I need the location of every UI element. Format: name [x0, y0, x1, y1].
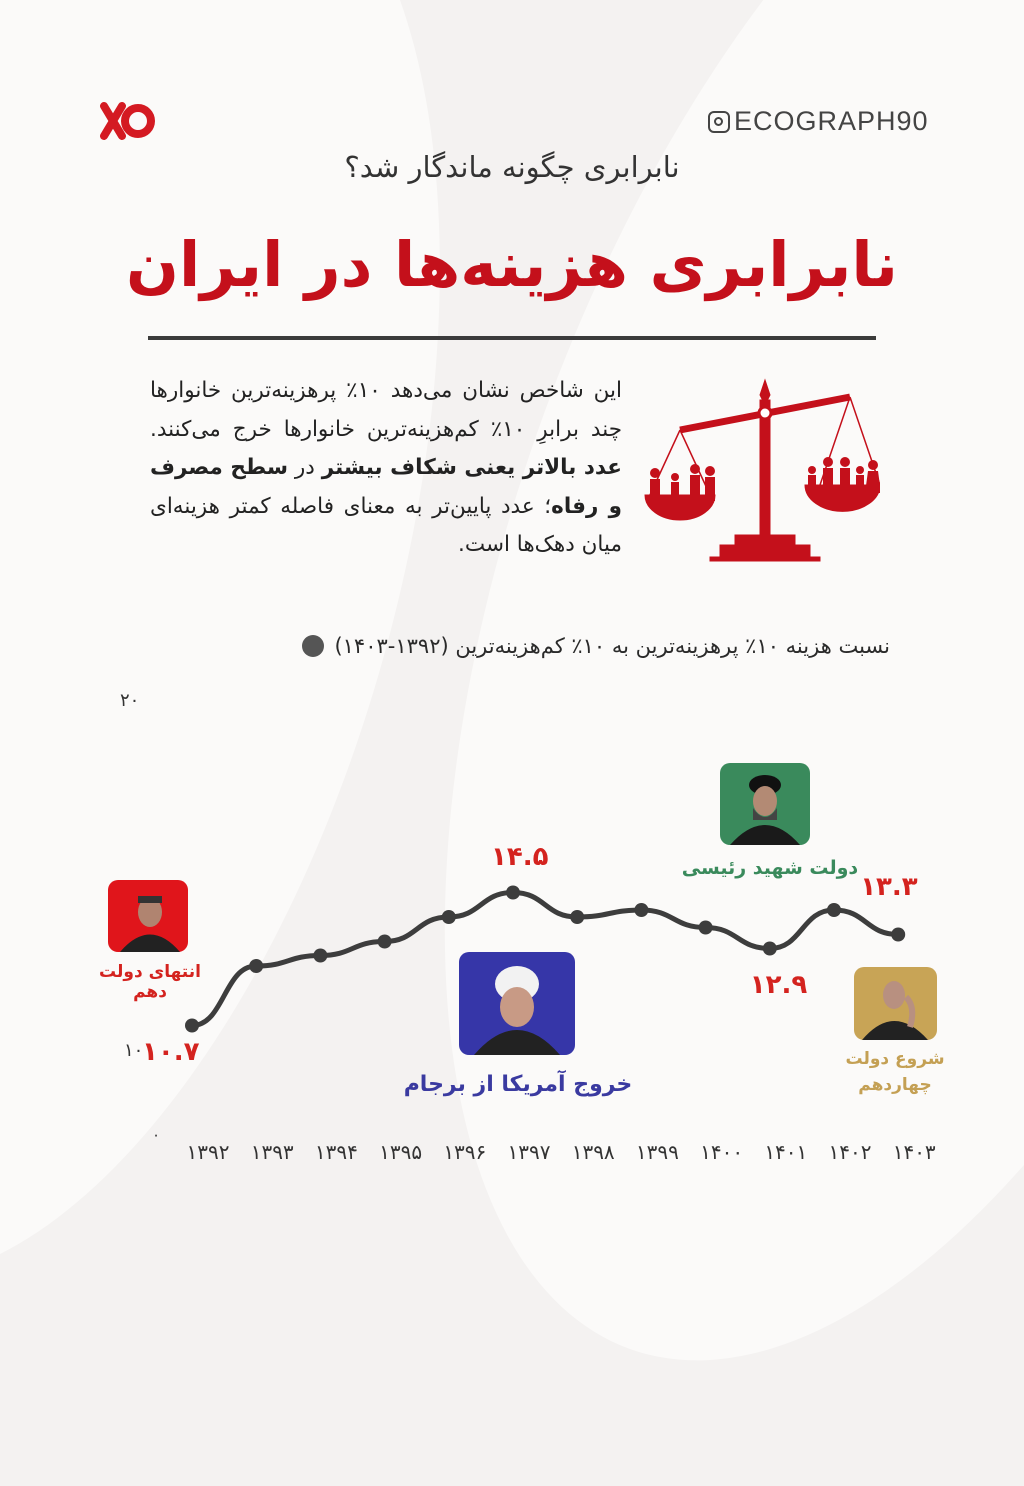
x-tick-label: ۱۳۹۵	[379, 1140, 423, 1164]
data-point	[506, 886, 520, 900]
annotation-ahmadinejad: انتهای دولت دهم	[99, 962, 201, 1002]
y-tick-label: ۰	[152, 1126, 161, 1144]
x-tick-label: ۱۳۹۲	[186, 1140, 230, 1164]
annotation-raisi: دولت شهید رئیسی	[681, 857, 859, 879]
intro-text: در	[287, 455, 322, 480]
chart-title-text: نسبت هزینه ۱۰٪ پرهزینه‌ترین به ۱۰٪ کم‌هزینه‌ترین (۱۳۹۲-۱۴۰۳)	[334, 634, 890, 658]
intro-text: این شاخص نشان می‌دهد ۱۰٪ پرهزینه‌ترین خانوارها چند برابرِ ۱۰٪ کم‌هزینه‌ترین خانوارها خرج می‌کنند.	[150, 378, 623, 442]
x-tick-label: ۱۳۹۴	[314, 1140, 358, 1164]
data-point	[442, 910, 456, 924]
data-point	[827, 903, 841, 917]
page-title: نابرابری هزینه‌ها در ایران	[126, 228, 898, 301]
data-point	[570, 910, 584, 924]
x-tick-label: ۱۳۹۷	[507, 1140, 551, 1164]
data-point	[378, 935, 392, 949]
data-point	[313, 949, 327, 963]
intro-text: ؛ عدد پایین‌تر به معنای فاصله کمتر هزینه‌ای میان دهک‌ها است.	[150, 493, 622, 557]
data-label: ۱۰.۷	[142, 1037, 200, 1067]
data-label: ۱۲.۹	[749, 970, 808, 1000]
ahmadinejad-photo	[108, 880, 188, 952]
data-point	[249, 959, 263, 973]
intro-bold: سطح مصرف و رفاه	[150, 455, 623, 519]
annotation-pezeshkian	[835, 1046, 955, 1098]
rouhani-photo	[459, 952, 575, 1055]
annotation-pezeshkian-line1: شروع دولت	[845, 1049, 945, 1069]
x-tick-label: ۱۴۰۰	[700, 1140, 744, 1164]
annotation-pezeshkian-line2: چهاردهم	[858, 1075, 932, 1095]
data-label: ۱۳.۳	[860, 872, 918, 902]
data-point	[634, 903, 648, 917]
x-tick-label: ۱۳۹۳	[250, 1140, 294, 1164]
x-tick-label: ۱۴۰۱	[764, 1140, 808, 1164]
data-point	[891, 928, 905, 942]
data-point	[699, 921, 713, 935]
raisi-photo	[720, 763, 810, 845]
x-tick-label: ۱۳۹۹	[635, 1140, 679, 1164]
subtitle: نابرابری چگونه ماندگار شد؟	[344, 150, 680, 184]
intro-bold: عدد بالاتر یعنی شکاف بیشتر	[321, 455, 622, 480]
pezeshkian-photo	[854, 967, 937, 1040]
data-point	[185, 1019, 199, 1033]
x-tick-label: ۱۳۹۸	[571, 1140, 615, 1164]
data-point	[763, 942, 777, 956]
y-tick-label: ۲۰	[120, 690, 140, 711]
x-tick-label: ۱۴۰۲	[828, 1140, 872, 1164]
y-tick-label: ۱۰	[124, 1040, 144, 1061]
x-tick-label: ۱۳۹۶	[443, 1140, 487, 1164]
annotation-rouhani: خروج آمریکا از برجام	[403, 1072, 633, 1097]
x-tick-label: ۱۴۰۳	[892, 1140, 936, 1164]
data-label: ۱۴.۵	[491, 842, 549, 872]
handle-text: ECOGRAPH90	[734, 106, 929, 136]
